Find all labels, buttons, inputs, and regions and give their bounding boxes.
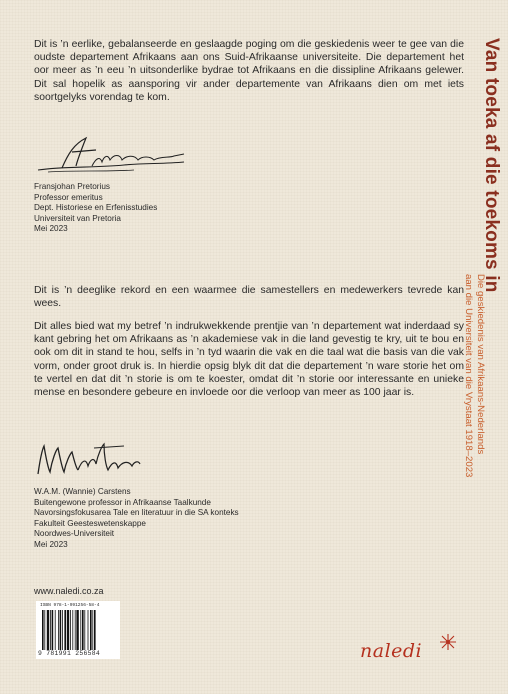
signatory-1-dept: Dept. Historiese en Erfenisstudies (34, 203, 158, 213)
barcode-bars (42, 610, 114, 650)
book-title: Van toeka af die toekoms in (481, 38, 502, 293)
signature-carstens (34, 440, 144, 478)
book-subtitle-line-2: aan die Universiteit van die Vrystaat 1918–2023 (463, 274, 475, 478)
endorsement-quote-2a: Dit is ’n deeglike rekord en een waarmee die samestellers en medewerkers tevrede kan wees. (34, 285, 464, 310)
signatory-1-date: Mei 2023 (34, 224, 68, 234)
signatory-2-name: W.A.M. (Wannie) Carstens (34, 487, 131, 496)
isbn-barcode (36, 601, 120, 659)
signatory-2-focus: Navorsingsfokusarea Tale en literatuur in die SA konteks (34, 508, 239, 518)
signatory-1-name: Fransjohan Pretorius (34, 182, 110, 191)
signatory-1-title: Professor emeritus (34, 192, 103, 202)
signatory-2-title: Buitengewone professor in Afrikaanse Taalkunde (34, 497, 211, 507)
isbn-caption: ISBN 978-1-991256-58-4 (40, 603, 100, 608)
book-subtitle-line-1: Die geskiedenis van Afrikaans-Nederlands (475, 274, 486, 455)
endorsement-quote-2b: Dit alles bied wat my betref ’n indrukwekkende prentjie van ’n departement wat inderdaad sy kant gebring het om Afrikaans as ’n akademiese vak in die land gevestig te kry, uit te bou en ook om dit in stand te hou, selfs in ’n tyd waarin die vak en die taal wat die basis van die vak vorm, onder groot druk is. In hierdie opsig blyk dit dat die departement ’n ware storie het om te vertel en dat dit ’n storie is om te koester, omdat dit ’n storie oor interessante en unieke mense en besondere gebeure en invloede oor die verloop van meer as 100 jaar is. (34, 321, 464, 399)
book-subtitle (463, 274, 486, 477)
endorsement-quote-1: Dit is ’n eerlike, gebalanseerde en geslaagde poging om die geskiedenis weer te gee van die oudste departement Afrikaans aan ons Suid-Afrikaanse universiteite. Die departement het oor meer as ’n eeu ’n uitsonderlike bydrae tot Afrikaans en die dissipline Afrikaans gelewer. Dit sal hopelik as aansporing vir ander departemente van Afrikaans dien om met iets soortgelyks vorendag te kom. (34, 39, 464, 103)
signatory-2-institution: Noordwes-Universiteit (34, 529, 115, 539)
signature-pretorius (34, 132, 204, 176)
spine-title-block (463, 38, 508, 598)
publisher-star-icon (439, 633, 457, 651)
signatory-2-date: Mei 2023 (34, 539, 68, 549)
publisher-url: www.naledi.co.za (34, 586, 104, 596)
signatory-2-faculty: Fakulteit Geesteswetenskappe (34, 518, 146, 528)
publisher-logo-text: naledi (360, 640, 423, 662)
signatory-1-institution: Universiteit van Pretoria (34, 213, 121, 223)
signatory-2-block (34, 487, 294, 551)
barcode-digits: 9 781991 256584 (38, 650, 101, 657)
signatory-1-block (34, 182, 294, 235)
